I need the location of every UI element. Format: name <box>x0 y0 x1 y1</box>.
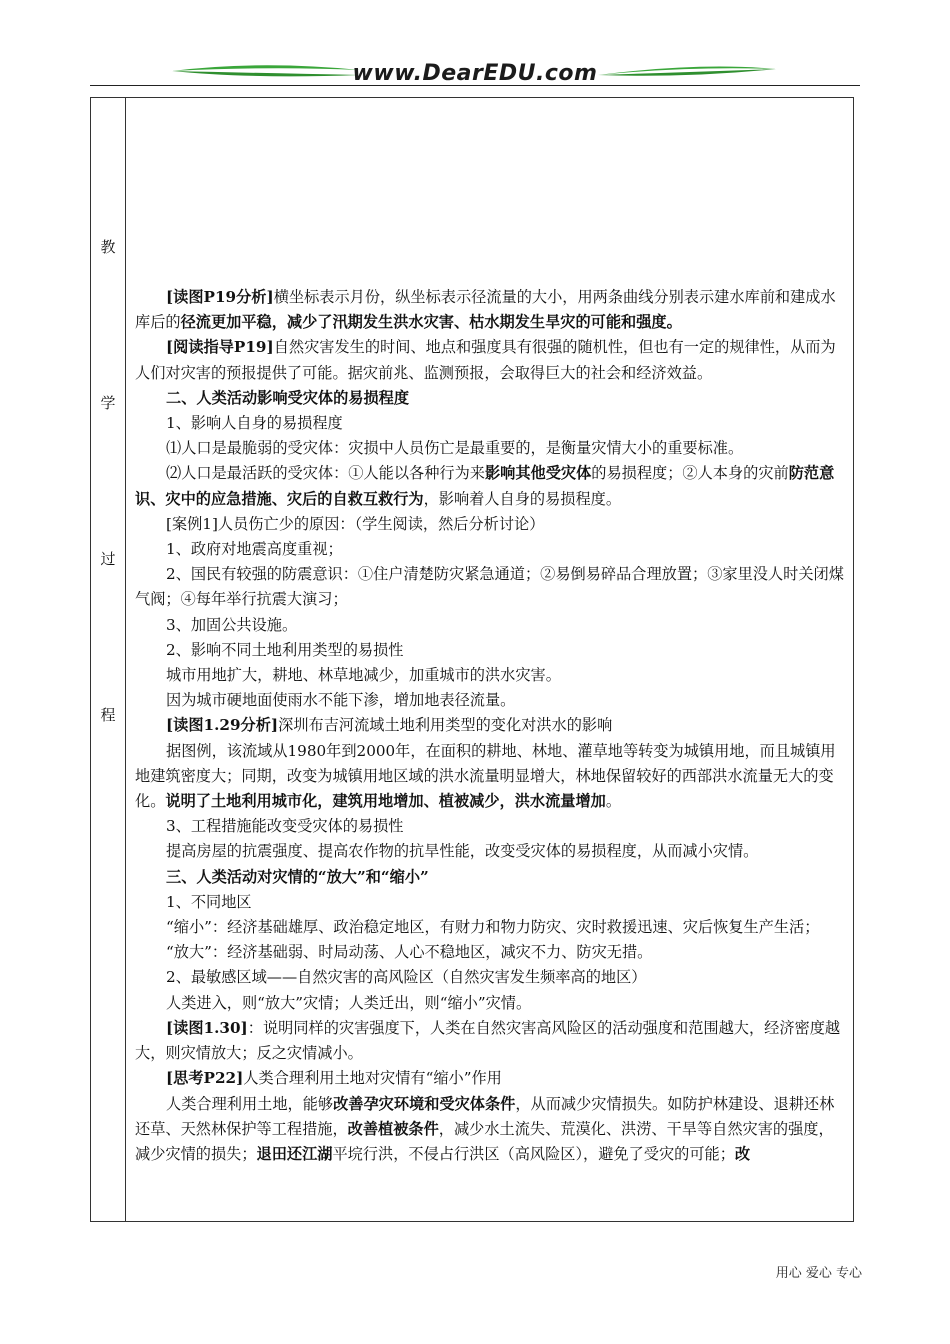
paragraph: 人类合理利用土地，能够改善孕灾环境和受灾体条件，从而减少灾情损失。如防护林建设、退耕还林还草、天然林保护等工程措施，改善植被条件，减少水土流失、荒漠化、洪涝、干旱等自然灾害的强度，减少灾情的损失；退田还江湖平垸行洪，不侵占行洪区（高风险区），避免了受灾的可能；改 <box>135 1094 835 1163</box>
page-header <box>0 0 950 92</box>
section-heading: 二、人类活动影响受灾体的易损程度 <box>166 388 409 407</box>
paragraph: [读图1.29分析]深圳布吉河流域土地利用类型的变化对洪水的影响 <box>166 716 613 735</box>
paragraph: [读图P19分析]横坐标表示月份，纵坐标表示径流量的大小，用两条曲线分别表示建水库前和建成水库后的径流更加平稳，减少了汛期发生洪水灾害、枯水期发生旱灾的可能和强度。 <box>135 288 836 332</box>
case-heading: [案例1]人员伤亡少的原因：（学生阅读，然后分析讨论） <box>166 514 545 533</box>
left-column <box>91 98 126 1221</box>
header-rule <box>90 85 860 86</box>
subheading: 3、工程措施能改变受灾体的易损性 <box>166 817 404 836</box>
lesson-content <box>135 285 845 1167</box>
paragraph: 提高房屋的抗震强度、提高农作物的抗旱性能，改变受灾体的易损程度，从而减小灾情。 <box>166 842 759 861</box>
subheading: 1、影响人自身的易损程度 <box>166 414 343 433</box>
left-label-char: 教 <box>100 238 116 256</box>
section-heading: 三、人类活动对灾情的“放大”和“缩小” <box>166 867 429 886</box>
paragraph: [读图1.30]：说明同样的灾害强度下，人类在自然灾害高风险区的活动强度和范围越大，经济密度越大，则灾情放大；反之灾情减小。 <box>135 1018 841 1063</box>
subheading: 2、最敏感区域——自然灾害的高风险区（自然灾害发生频率高的地区） <box>166 968 647 987</box>
left-label-char: 过 <box>100 550 116 568</box>
paragraph: [思考P22]人类合理利用土地对灾情有“缩小”作用 <box>166 1069 502 1088</box>
paragraph: “放大”：经济基础弱、时局动荡、人心不稳地区，减灾不力、防灾无措。 <box>166 943 653 962</box>
left-label-char: 程 <box>100 706 116 724</box>
lesson-table <box>90 97 854 1222</box>
site-logo: www.DearEDU.com <box>352 61 598 86</box>
list-item: 3、加固公共设施。 <box>166 615 298 634</box>
paragraph: 因为城市硬地面使雨水不能下渗，增加地表径流量。 <box>166 691 516 710</box>
page-footer: 用心 爱心 专心 <box>775 1266 862 1281</box>
paragraph: 人类进入，则“放大”灾情；人类迁出，则“缩小”灾情。 <box>166 993 532 1012</box>
subheading: 2、影响不同土地利用类型的易损性 <box>166 640 404 659</box>
paragraph: ⑴人口是最脆弱的受灾体：灾损中人员伤亡是最重要的，是衡量灾情大小的重要标准。 <box>166 439 744 458</box>
list-item: 1、政府对地震高度重视； <box>166 540 343 559</box>
list-item: 2、国民有较强的防震意识：①住户清楚防灾紧急通道；②易倒易碎品合理放置；③家里没人时关闭煤气阀；④每年举行抗震大演习； <box>135 565 844 609</box>
paragraph: 据图例，该流域从1980年到2000年，在面积的耕地、林地、灌草地等转变为城镇用地，而且城镇用地建筑密度大；同期，改变为城镇用地区域的洪水流量明显增大，林地保留较好的西部洪水流量无大的变化。说明了土地利用城市化，建筑用地增加、植被减少，洪水流量增加。 <box>135 741 836 811</box>
subheading: 1、不同地区 <box>166 892 252 911</box>
paragraph: ⑵人口是最活跃的受灾体：①人能以各种行为来影响其他受灾体的易损程度；②人本身的灾前防范意识、灾中的应急措施、灾后的自救互救行为，影响着人自身的易损程度。 <box>135 464 835 508</box>
paragraph: 城市用地扩大，耕地、林草地减少，加重城市的洪水灾害。 <box>166 666 561 685</box>
paragraph: [阅读指导P19]自然灾害发生的时间、地点和强度具有很强的随机性，但也有一定的规律性，从而为人们对灾害的预报提供了可能。据灾前兆、监测预报，会取得巨大的社会和经济效益。 <box>135 338 836 382</box>
paragraph: “缩小”：经济基础雄厚、政治稳定地区，有财力和物力防灾、灾时救援迅速、灾后恢复生产生活； <box>166 918 820 937</box>
left-label-char: 学 <box>100 394 116 412</box>
